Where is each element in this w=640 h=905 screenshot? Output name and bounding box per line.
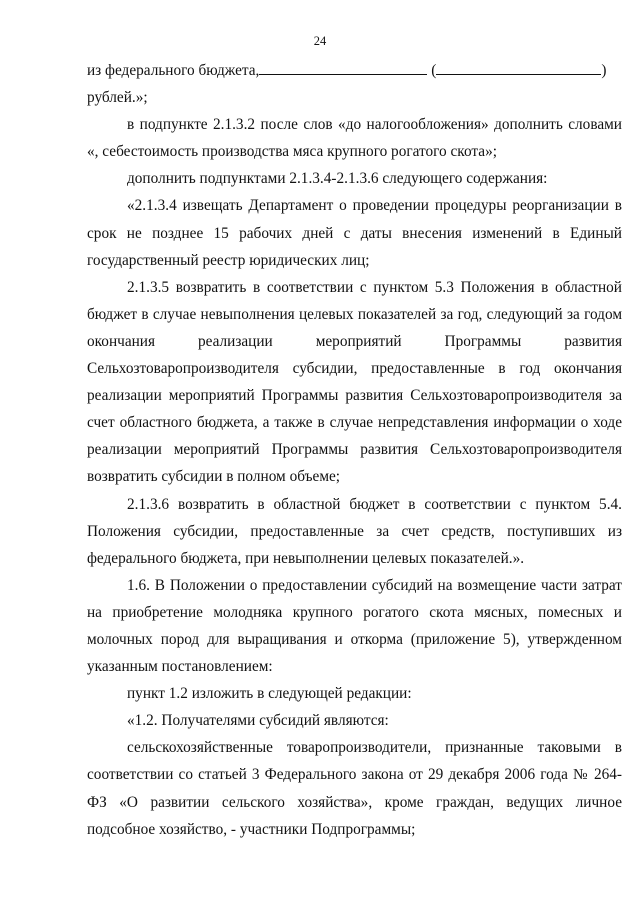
paragraph-federal-budget: [87, 57, 622, 84]
paragraph-point-1-2: пункт 1.2 изложить в следующей редакции:: [127, 685, 412, 703]
paragraph-rubles: рублей.»;: [87, 89, 148, 107]
open-paren: (: [431, 62, 437, 79]
paragraph-recipients: «1.2. Получателями субсидий являются:: [127, 712, 389, 730]
paragraph-2134: «2.1.3.4 извещать Департамент о проведении процедуры реорганизации в срок не позднее 15 рабочих дней с даты внесения изменений в Единый государственный реестр юридических лиц;: [87, 197, 622, 269]
paragraph-add-subclauses: дополнить подпунктами 2.1.3.4-2.1.3.6 следующего содержания:: [127, 170, 548, 188]
paragraph-2135: 2.1.3.5 возвратить в соответствии с пунктом 5.3 Положения в областной бюджет в случае невыполнения целевых показателей за год, следующий за годом окончания реализации мероприятий Программы развития Сельхозтоваропроизводителя субсидии, предоставленные в год окончания реализации мероприятий Программы развития Сельхозтоваропроизводителя за счет областного бюджета, а также в случае непредставления информации о ходе реализации мероприятий Программы развития Сельхозтоваропроизводителя возвратить субсидии в полном объеме;: [87, 278, 622, 486]
blank-amount-line: [259, 59, 427, 75]
page-number: 24: [313, 34, 327, 48]
paragraph-text: из федерального бюджета,: [87, 62, 260, 79]
blank-amount-words-line: [436, 59, 601, 75]
close-paren: ): [601, 62, 607, 79]
paragraph-2136: 2.1.3.6 возвратить в областной бюджет в соответствии с пунктом 5.4. Положения субсидии, предоставленные за счет средств, поступивших из федерального бюджета, при невыполнении целевых показателей.».: [87, 495, 622, 567]
paragraph-subclause-2132: в подпункте 2.1.3.2 после слов «до налогообложения» дополнить словами «, себестоимость производства мяса крупного рогатого скота»;: [87, 116, 622, 161]
document-body: [87, 57, 622, 843]
paragraph-producers: сельскохозяйственные товаропроизводители, признанные таковыми в соответствии со статьей 3 Федерального закона от 29 декабря 2006 года № 264-ФЗ «О развитии сельского хозяйства», кроме граждан, ведущих личное подсобное хозяйство, - участники Подпрограммы;: [87, 739, 622, 838]
paragraph-1-6: 1.6. В Положении о предоставлении субсидий на возмещение части затрат на приобретение молодняка крупного рогатого скота мясных, помесных и молочных пород для выращивания и откорма (приложение 5), утвержденном указанным постановлением:: [87, 576, 622, 676]
